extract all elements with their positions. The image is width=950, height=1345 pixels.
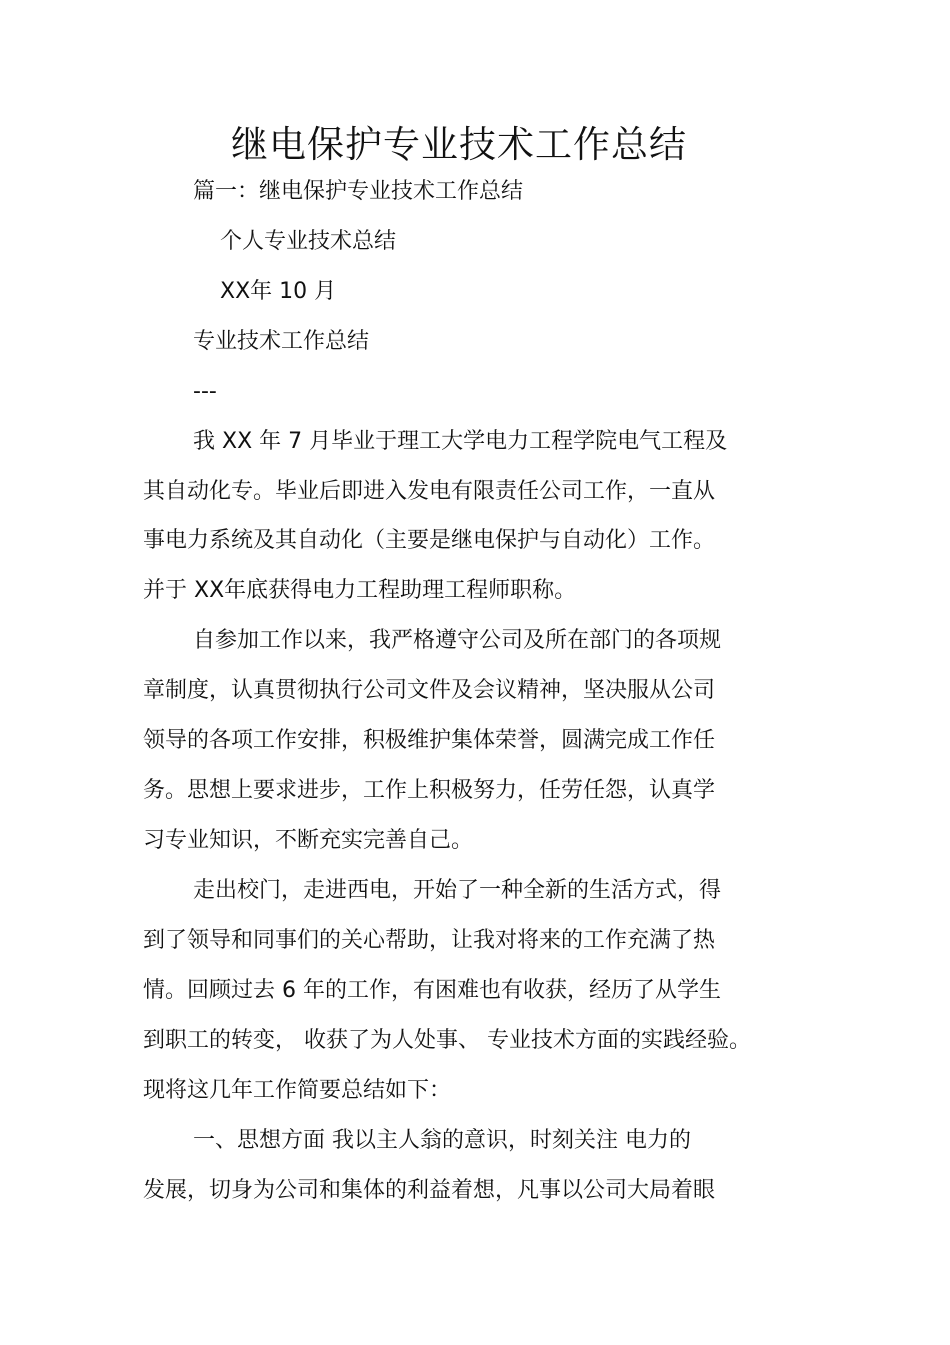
paragraph-line: 并于 XX年底获得电力工程助理工程师职称。 [143, 578, 577, 603]
paragraph-line: 发展，切身为公司和集体的利益着想，凡事以公司大局着眼 [143, 1178, 716, 1203]
paragraph-line: 到了领导和同事们的关心帮助，让我对将来的工作充满了热 [143, 928, 716, 953]
section-heading: 篇一：继电保护专业技术工作总结 [193, 179, 524, 204]
paragraph-line: 章制度，认真贯彻执行公司文件及会议精神，坚决服从公司 [143, 678, 716, 703]
subheading-personal-summary: 个人专业技术总结 [220, 229, 397, 254]
document-title: 继电保护专业技术工作总结 [231, 123, 687, 166]
paragraph-line: 习专业知识，不断充实完善自己。 [143, 828, 474, 853]
paragraph-line: 事电力系统及其自动化（主要是继电保护与自动化）工作。 [143, 528, 716, 553]
paragraph-line: 走出校门，走进西电，开始了一种全新的生活方式，得 [193, 878, 722, 903]
paragraph-line: 现将这几年工作简要总结如下： [143, 1078, 452, 1103]
paragraph-line: 我 XX 年 7 月毕业于理工大学电力工程学院电气工程及 [193, 429, 728, 454]
paragraph-line: 务。思想上要求进步，工作上积极努力，任劳任怨，认真学 [143, 778, 716, 803]
paragraph-line: 情。回顾过去 6 年的工作，有困难也有收获，经历了从学生 [143, 978, 721, 1003]
subheading-work-summary: 专业技术工作总结 [193, 329, 370, 354]
paragraph-line: 领导的各项工作安排，积极维护集体荣誉，圆满完成工作任 [143, 728, 716, 753]
paragraph-line: 到职工的转变， 收获了为人处事、 专业技术方面的实践经验。 [143, 1028, 751, 1053]
separator-dashes: --- [193, 379, 217, 404]
paragraph-line: 一、思想方面 我以主人翁的意识，时刻关注 电力的 [193, 1128, 691, 1153]
paragraph-line: 其自动化专。毕业后即进入发电有限责任公司工作，一直从 [143, 479, 716, 504]
date-line: XX年 10 月 [220, 279, 337, 304]
paragraph-line: 自参加工作以来，我严格遵守公司及所在部门的各项规 [193, 628, 722, 653]
